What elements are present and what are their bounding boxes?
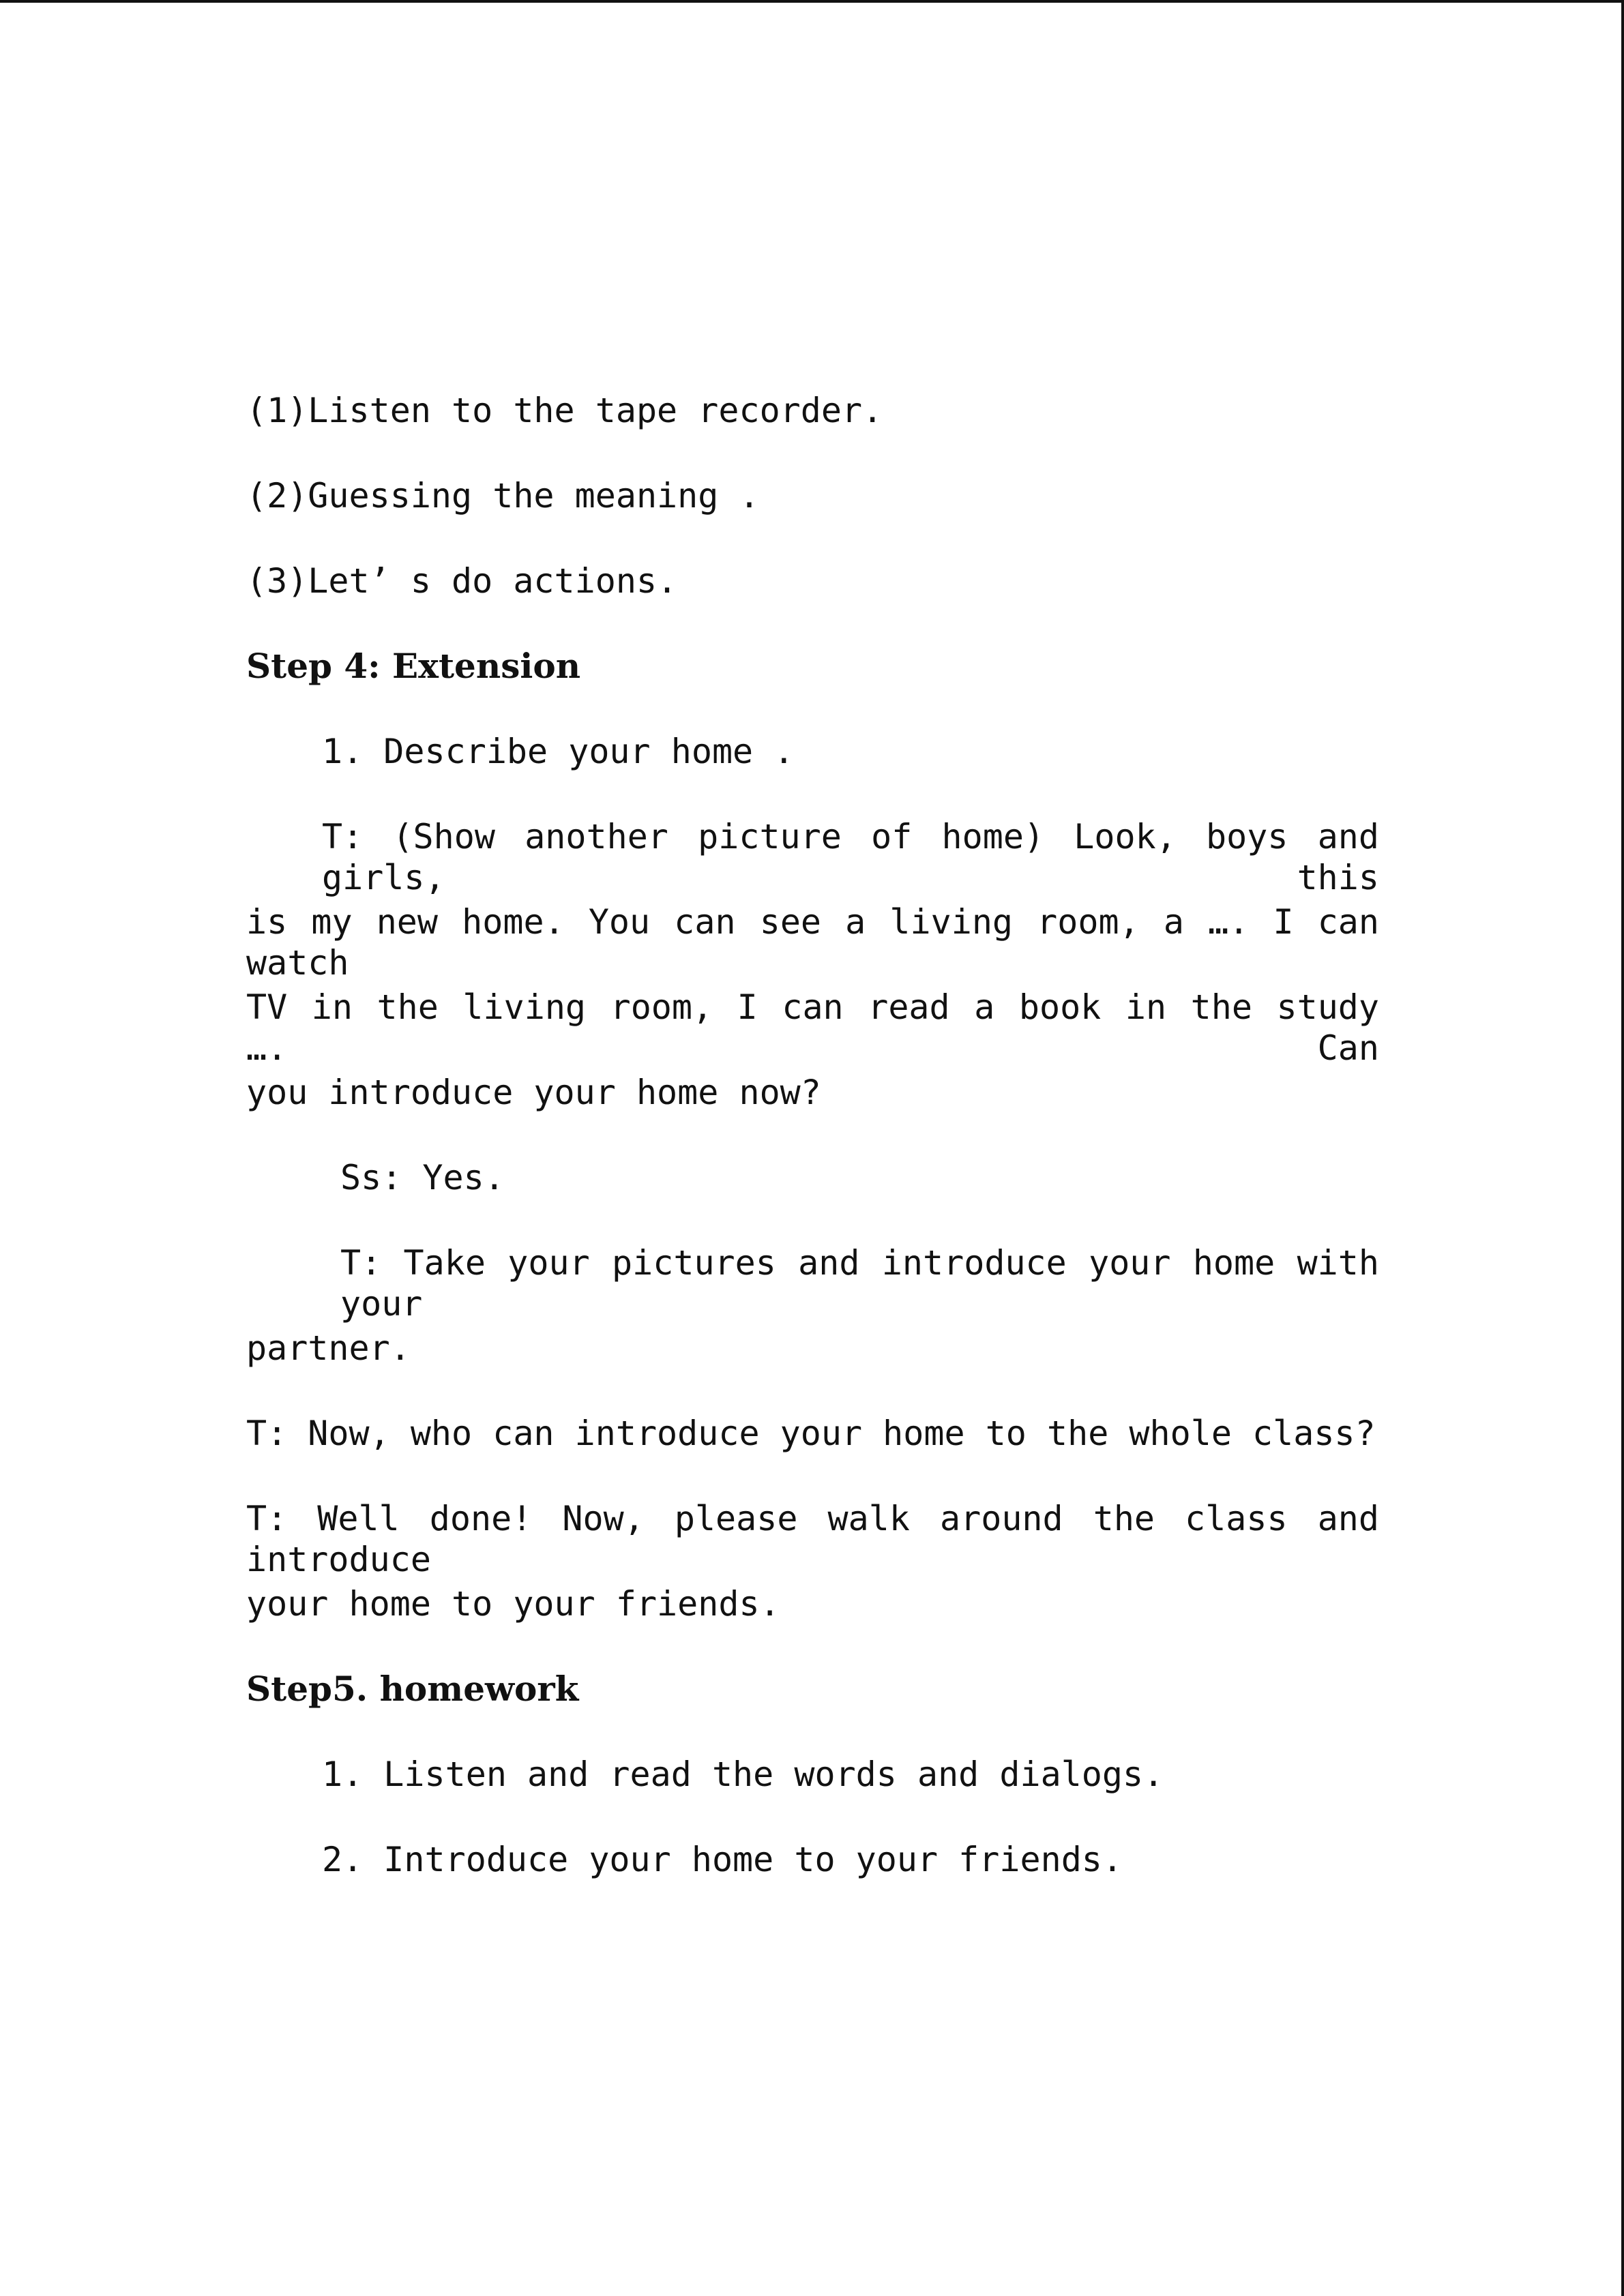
guessing-meaning-line: (2)Guessing the meaning . xyxy=(246,476,760,516)
teacher-whole-class-line: T: Now, who can introduce your home to the whole class? xyxy=(246,1414,1376,1453)
teacher-intro-line-3: TV in the living room, I can read a book in the study …. Can xyxy=(246,987,1379,1068)
teacher-walk-around-line-1: T: Well done! Now, please walk around the class and introduce xyxy=(246,1499,1379,1579)
homework-item-2: 2. Introduce your home to your friends. xyxy=(322,1840,1123,1879)
teacher-intro-line-1: T: (Show another picture of home) Look, boys and girls, this xyxy=(322,817,1379,897)
teacher-walk-around-line-2: your home to your friends. xyxy=(246,1584,780,1624)
page-right-border xyxy=(1621,0,1624,2296)
students-reply: Ss: Yes. xyxy=(340,1158,505,1197)
homework-item-1: 1. Listen and read the words and dialogs. xyxy=(322,1755,1164,1794)
teacher-pictures-line-1: T: Take your pictures and introduce your home with your xyxy=(340,1243,1379,1324)
step-4-heading: Step 4: Extension xyxy=(246,646,581,686)
teacher-intro-line-2: is my new home. You can see a living room, a …. I can watch xyxy=(246,902,1379,983)
teacher-intro-line-4: you introduce your home now? xyxy=(246,1073,821,1112)
describe-home-item: 1. Describe your home . xyxy=(322,732,795,771)
listen-tape-line: (1)Listen to the tape recorder. xyxy=(246,391,883,430)
page-top-border xyxy=(0,0,1624,3)
do-actions-line: (3)Let’ s do actions. xyxy=(246,561,678,601)
teacher-pictures-line-2: partner. xyxy=(246,1328,411,1368)
step-5-heading: Step5. homework xyxy=(246,1669,579,1709)
